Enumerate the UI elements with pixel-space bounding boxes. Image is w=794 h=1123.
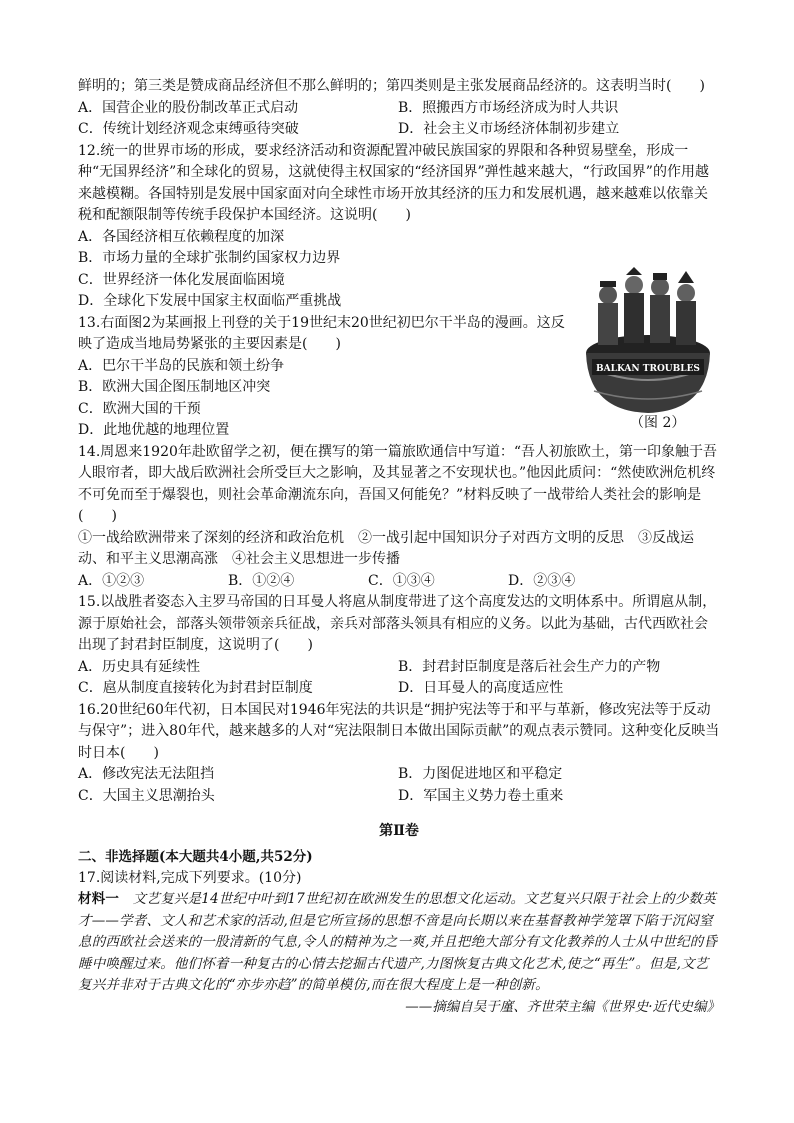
q11-stem: 鲜明的；第三类是赞成商品经济但不那么鲜明的；第四类则是主张发展商品经济的。这表明当时( ) (78, 78, 705, 94)
q13-option-b[interactable]: B．欧洲大国企图压制地区冲突 (78, 379, 271, 395)
q14-option-d[interactable]: D．②③④ (508, 572, 576, 589)
exam-page (78, 76, 720, 1018)
part2-title: 第Ⅱ卷 (379, 823, 419, 839)
q14-option-a[interactable]: A．①②③ (78, 572, 145, 589)
q13-stem: 13.右面图2为某画报上刊登的关于19世纪末20世纪初巴尔干半岛的漫画。这反映了造成当地局势紧张的主要因素是( ) (78, 314, 565, 352)
q11-option-d[interactable]: D．社会主义市场经济体制初步建立 (398, 121, 620, 137)
q11-options (78, 98, 720, 141)
figure-caption: （图 2） (630, 414, 686, 431)
q17-stem: 17.阅读材料,完成下列要求。(10分) (78, 869, 302, 886)
q12-option-a[interactable]: A．各国经济相互依赖程度的加深 (78, 228, 285, 245)
q13-block (78, 313, 720, 442)
q15-option-c[interactable]: C．扈从制度直接转化为封君封臣制度 (78, 680, 313, 696)
q14-option-c[interactable]: C．①③④ (368, 572, 435, 589)
part2-heading: 二、非选择题(本大题共4小题,共52分) (78, 848, 313, 865)
q16-option-d[interactable]: D．军国主义势力卷土重来 (398, 787, 564, 804)
q14-items: ①一战给欧洲带来了深刻的经济和政治危机 ②一战引起中国知识分子对西方文明的反思 ③反战运动、和平主义思潮高涨 ④社会主义思想进一步传播 (78, 529, 694, 567)
q16-option-a[interactable]: A．修改宪法无法阻挡 (78, 766, 215, 782)
q15-stem: 15.以战胜者姿态入主罗马帝国的日耳曼人将扈从制度带进了这个高度发达的文明体系中。所谓扈从制，源于原始社会，部落头领带领亲兵征战，亲兵对部落头领具有相应的义务。以此为基础，古代西欧社会出现了封君封臣制度，这说明了( ) (78, 594, 717, 653)
q12-option-b[interactable]: B．市场力量的全球扩张制约国家权力边界 (78, 250, 341, 266)
q11-option-a[interactable]: A．国营企业的股份制改革正式启动 (78, 99, 299, 116)
q11-option-c[interactable]: C．传统计划经济观念束缚亟待突破 (78, 121, 299, 137)
q14-option-b[interactable]: B．①②④ (228, 572, 295, 589)
q16-option-c[interactable]: C．大国主义思潮抬头 (78, 787, 215, 804)
balkan-cartoon-label: BALKAN TROUBLES (596, 363, 700, 374)
q13-option-c[interactable]: C．欧洲大国的干预 (78, 400, 201, 417)
q15-option-b[interactable]: B．封君封臣制度是落后社会生产力的产物 (398, 658, 661, 675)
q13-option-a[interactable]: A．巴尔干半岛的民族和领土纷争 (78, 357, 285, 374)
q13-option-d[interactable]: D．此地优越的地理位置 (78, 422, 230, 438)
q12-stem: 12.统一的世界市场的形成，要求经济活动和资源配置冲破民族国家的界限和各种贸易壁垒，形成一种“无国界经济”和全球化的贸易，这就使得主权国家的“经济国界”弹性越来越大，“行政国界”的作用越来越模糊。各国特别是发展中国家面对向全球性市场开放其经济的压力和发展机遇，越来越难以依靠关税和配额限制等传统手段保护本国经济。这说明( ) (78, 142, 709, 223)
q14-stem: 14.周恩来1920年赴欧留学之初，便在撰写的第一篇旅欧通信中写道：“吾人初旅欧土，第一印象触于吾人眼帘者，即大战后欧洲社会所受巨大之影响，及其显著之不安现状也。”他因此质问：“然使欧洲危机终不可免而至于爆裂也，则社会革命潮流东向，吾国又何能免？”材料反映了一战带给人类社会的影响是( ) (78, 443, 718, 524)
q16-stem: 16.20世纪60年代初，日本国民对1946年宪法的共识是“拥护宪法等于和平与革新，修改宪法等于反动与保守”；进入80年代，越来越多的人对“宪法限制日本做出国际贡献”的观点表示赞同。这种变化反映当时日本( ) (78, 701, 720, 761)
balkan-cartoon-figure (578, 261, 718, 419)
material-source: ——摘编自吴于廑、齐世荣主编《世界史·近代史编》 (405, 998, 720, 1015)
q15-options (78, 657, 720, 700)
q15-option-a[interactable]: A．历史具有延续性 (78, 658, 201, 675)
q12-option-d[interactable]: D．全球化下发展中国家主权面临严重挑战 (78, 293, 342, 309)
material-label: 材料一 (78, 891, 120, 907)
material-one (78, 889, 720, 997)
q11-option-b[interactable]: B．照搬西方市场经济成为时人共识 (398, 99, 619, 116)
q15-option-d[interactable]: D．日耳曼人的高度适应性 (398, 680, 564, 696)
material-text: 文艺复兴是14世纪中叶到17世纪初在欧洲发生的思想文化运动。文艺复兴只限于社会上的少数英才——学者、文人和艺术家的活动,但是它所宣扬的思想不啻是向长期以来在基督教神学笼罩下陷于沉闷窒息的西欧社会送来的一股清新的气息,令人的精神为之一爽,并且把绝大部分有文化教养的人士从中世纪的昏睡中唤醒过来。他们怀着一种复古的心情去挖掘古代遗产,力图恢复古典文化艺术,使之“再生”。但是,文艺复兴并非对于古典文化的“亦步亦趋”的简单模仿,而在很大程度上是一种创新。 (78, 891, 718, 993)
q16-option-b[interactable]: B．力图促进地区和平稳定 (398, 766, 563, 782)
q14-options (78, 571, 720, 593)
q16-options (78, 764, 720, 807)
q12-option-c[interactable]: C．世界经济一体化发展面临困境 (78, 271, 285, 288)
